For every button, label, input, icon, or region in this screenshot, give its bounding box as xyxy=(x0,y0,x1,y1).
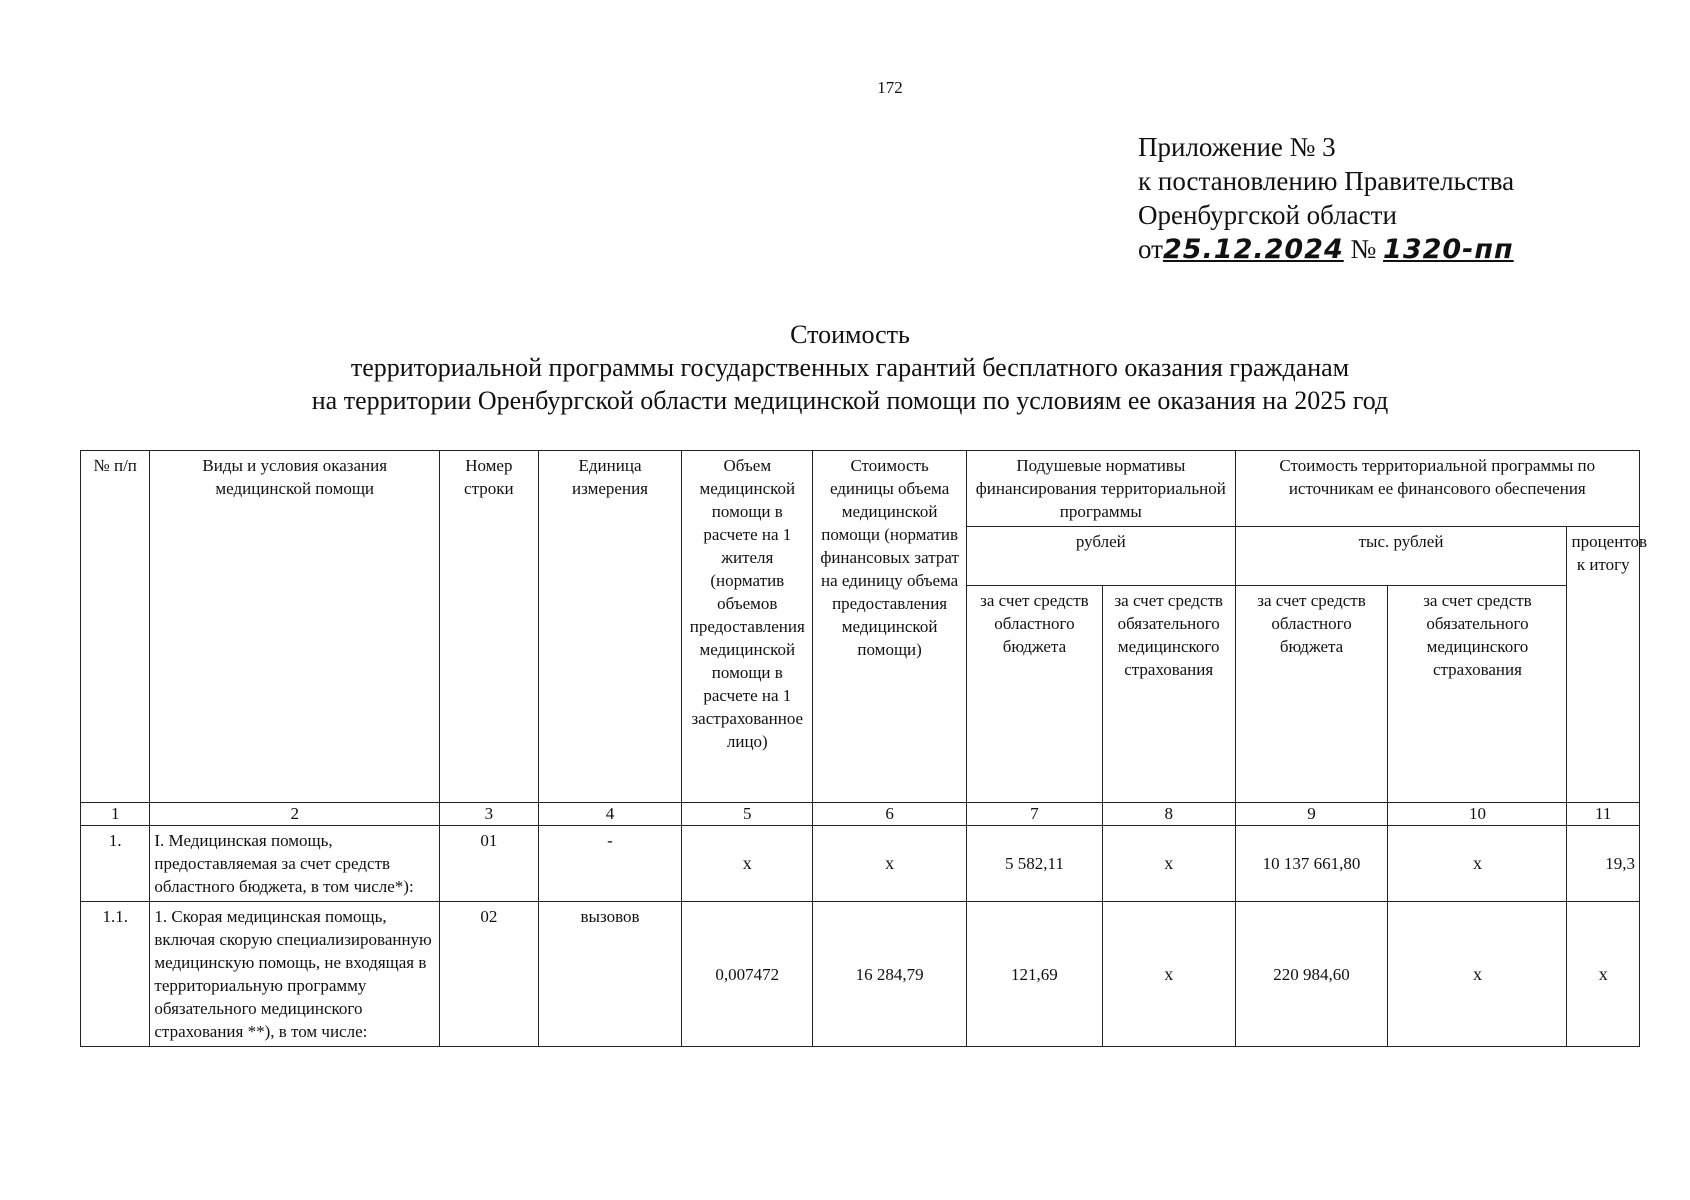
appendix-line-3: Оренбургской области xyxy=(1138,200,1397,230)
column-index: 6 xyxy=(813,803,967,826)
column-index: 7 xyxy=(967,803,1103,826)
cell-per-capita-oms: x xyxy=(1102,826,1235,902)
header-kind: Виды и условия оказания медицинской помощи xyxy=(150,451,440,803)
cell-program-oms: x xyxy=(1388,902,1567,1047)
appendix-date-line xyxy=(1138,232,1514,267)
appendix-line-1: Приложение № 3 xyxy=(1138,132,1336,162)
column-index: 10 xyxy=(1388,803,1567,826)
header-thous-rub: тыс. рублей xyxy=(1235,527,1567,586)
handwritten-date: 25.12.2024 xyxy=(1162,234,1344,265)
cell-percent: 19,3 xyxy=(1567,826,1640,902)
column-index-row xyxy=(81,803,1640,826)
cell-volume: x xyxy=(682,826,813,902)
header-rub: рублей xyxy=(967,527,1236,586)
appendix-block xyxy=(1138,130,1514,267)
column-index: 1 xyxy=(81,803,150,826)
cell-kind: 1. Скорая медицинская помощь, включая скорую специализированную медицинскую помощь, не входящая в территориальную программу обязательного медицинского страхования **), в том числе: xyxy=(150,902,440,1047)
handwritten-number: 1320-пп xyxy=(1383,234,1514,265)
header-percent: процентов к итогу xyxy=(1567,527,1640,803)
cell-unit-cost: 16 284,79 xyxy=(813,902,967,1047)
column-index: 4 xyxy=(538,803,682,826)
cell-program-oms: x xyxy=(1388,826,1567,902)
column-index: 5 xyxy=(682,803,813,826)
header-unit: Единица измерения xyxy=(538,451,682,803)
header-program-oms: за счет средств обязательного медицинского страхования xyxy=(1388,586,1567,803)
cell-row-number: 02 xyxy=(440,902,539,1047)
cell-percent: x xyxy=(1567,902,1640,1047)
cell-program-budget: 220 984,60 xyxy=(1235,902,1388,1047)
cell-unit: вызовов xyxy=(538,902,682,1047)
cell-unit: - xyxy=(538,826,682,902)
cell-volume: 0,007472 xyxy=(682,902,813,1047)
document-title xyxy=(0,318,1690,417)
title-line-2: территориальной программы государственных гарантий бесплатного оказания гражданам xyxy=(350,353,1350,382)
cell-program-budget: 10 137 661,80 xyxy=(1235,826,1388,902)
column-index: 3 xyxy=(440,803,539,826)
cell-per-capita-budget: 5 582,11 xyxy=(967,826,1103,902)
table-row xyxy=(81,826,1640,902)
header-row-number: Номер строки xyxy=(440,451,539,803)
table-row xyxy=(81,902,1640,1047)
date-prefix: от xyxy=(1138,234,1163,264)
header-per-capita: Подушевые нормативы финансирования территориальной программы xyxy=(967,451,1236,527)
header-row-1 xyxy=(81,451,1640,527)
header-program-budget: за счет средств областного бюджета xyxy=(1235,586,1388,803)
title-line-1: Стоимость xyxy=(790,320,910,349)
cell-num: 1. xyxy=(81,826,150,902)
column-index: 8 xyxy=(1102,803,1235,826)
title-line-3: на территории Оренбургской области медицинской помощи по условиям ее оказания на 2025 год xyxy=(311,386,1389,415)
number-prefix: № xyxy=(1350,234,1377,264)
appendix-line-2: к постановлению Правительства xyxy=(1138,166,1515,196)
header-volume: Объем медицинской помощи в расчете на 1 жителя (норматив объемов предоставления медицинской помощи в расчете на 1 застрахованное лицо) xyxy=(682,451,813,803)
header-per-capita-oms: за счет средств обязательного медицинского страхования xyxy=(1102,586,1235,803)
cost-table xyxy=(80,450,1648,1047)
cell-per-capita-oms: x xyxy=(1102,902,1235,1047)
cell-kind: I. Медицинская помощь, предоставляемая за счет средств областного бюджета, в том числе*): xyxy=(150,826,440,902)
header-num: № п/п xyxy=(81,451,150,803)
column-index: 9 xyxy=(1235,803,1388,826)
cell-per-capita-budget: 121,69 xyxy=(967,902,1103,1047)
header-per-capita-budget: за счет средств областного бюджета xyxy=(967,586,1103,803)
cell-unit-cost: x xyxy=(813,826,967,902)
column-index: 11 xyxy=(1567,803,1640,826)
column-index: 2 xyxy=(150,803,440,826)
header-unit-cost: Стоимость единицы объема медицинской помощи (норматив финансовых затрат на единицу объема предоставления медицинской помощи) xyxy=(813,451,967,803)
cell-row-number: 01 xyxy=(440,826,539,902)
page-number: 172 xyxy=(877,78,903,97)
cell-num: 1.1. xyxy=(81,902,150,1047)
header-program-cost: Стоимость территориальной программы по источникам ее финансового обеспечения xyxy=(1235,451,1639,527)
